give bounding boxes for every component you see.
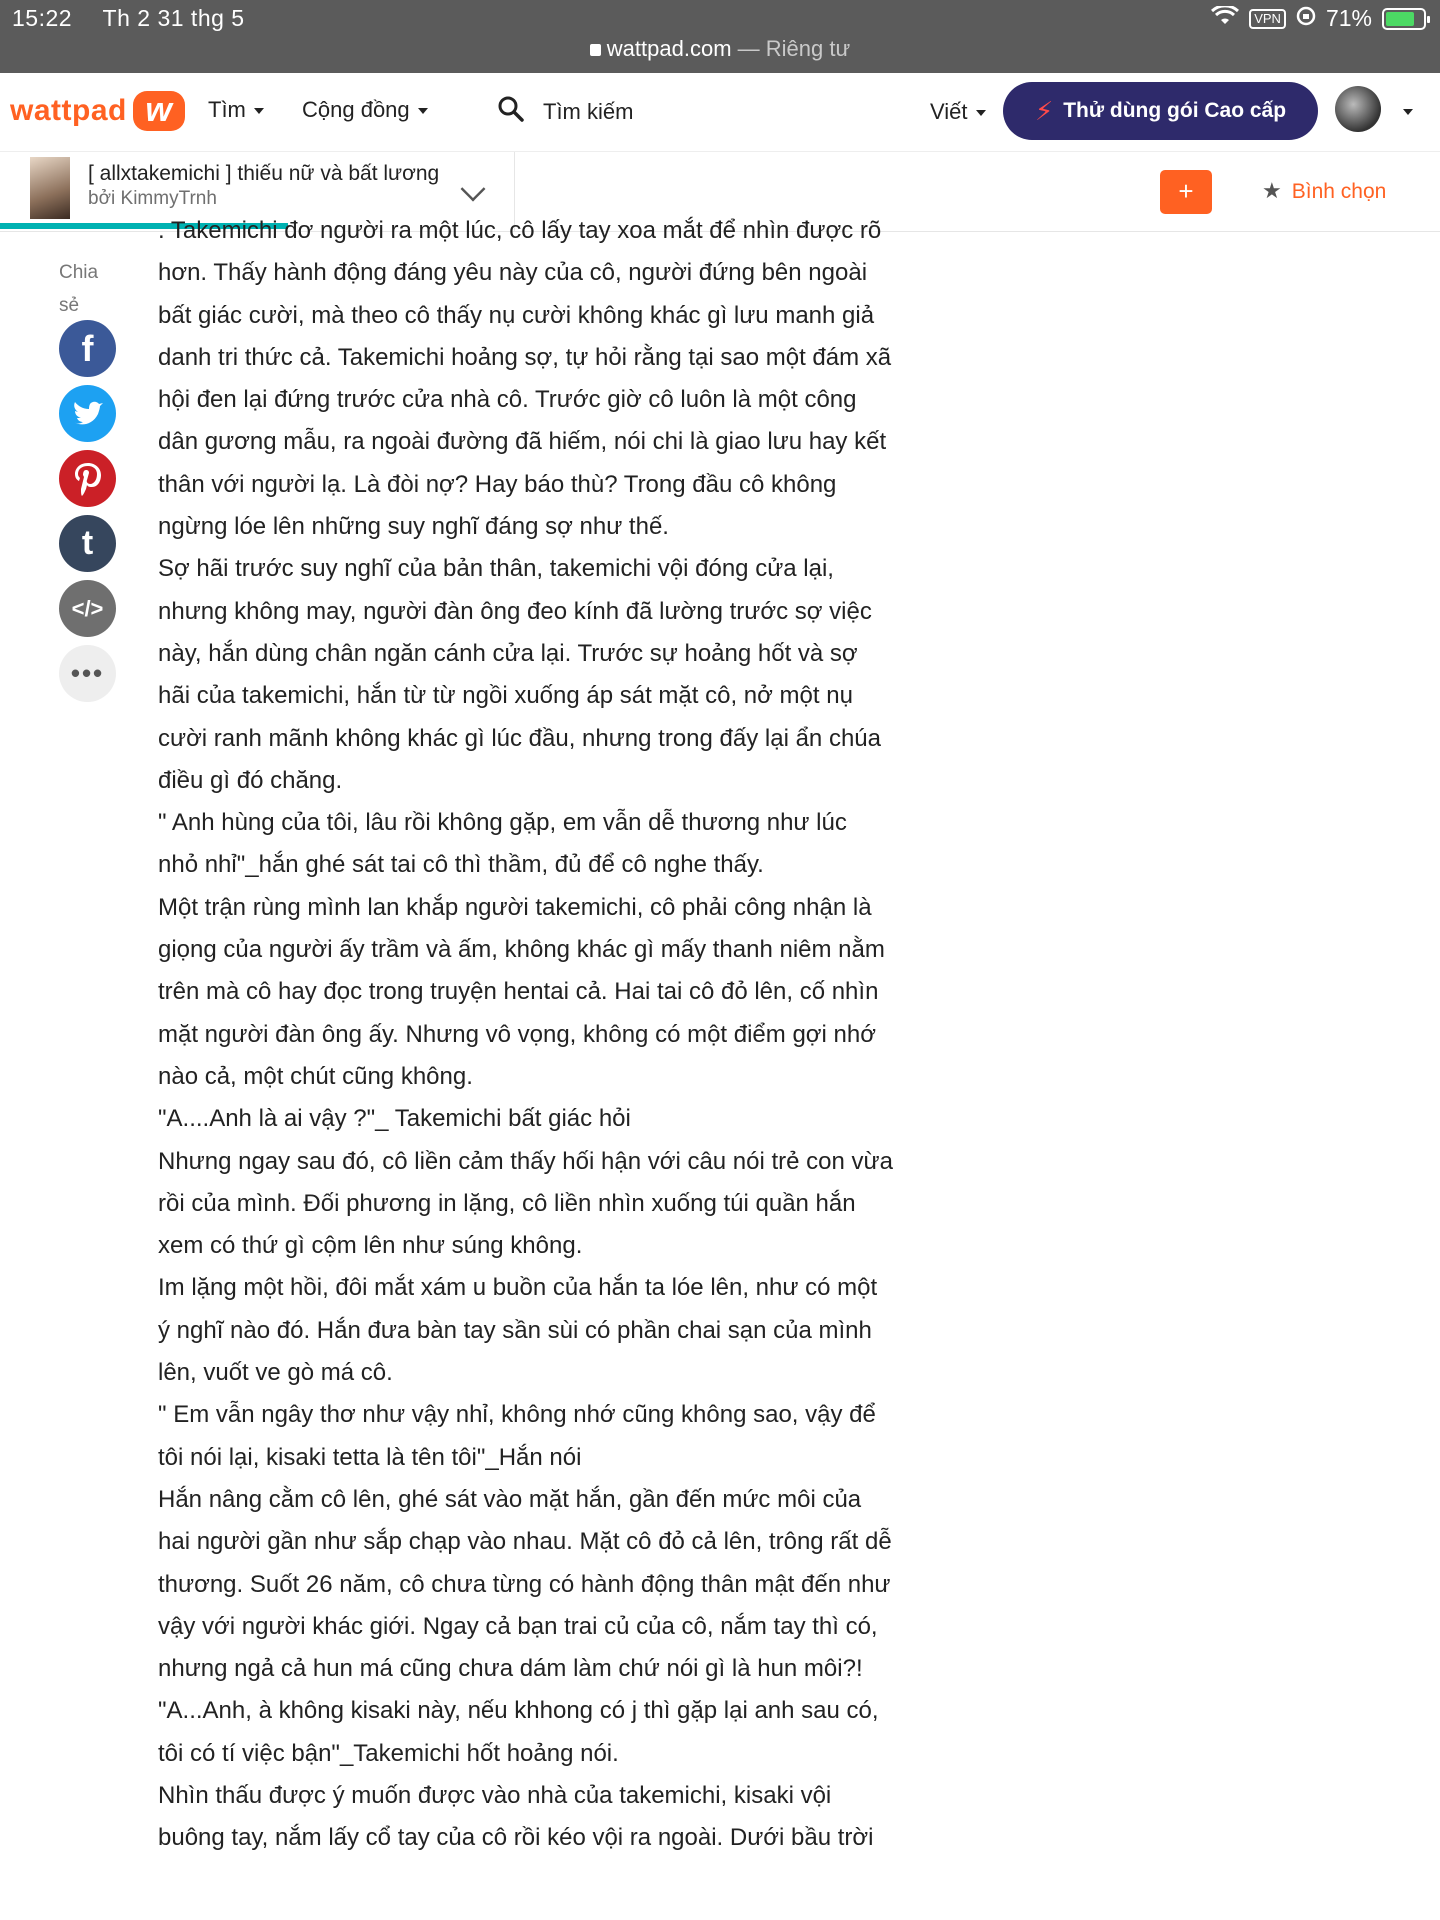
nav-community[interactable] <box>302 97 428 123</box>
vpn-badge: VPN <box>1249 9 1286 29</box>
logo-mark: w <box>133 91 185 131</box>
battery-percent: 71% <box>1325 5 1372 31</box>
facebook-icon[interactable]: f <box>59 320 116 377</box>
story-author[interactable]: bởi KimmyTrnh <box>88 188 217 209</box>
more-icon[interactable]: ••• <box>59 645 116 702</box>
story-paragraph: " Em vẫn ngây thơ như vậy nhỉ, không nhớ cũng không sao, vậy để tôi nói lại, kisaki tetta là tên tôi"_Hắn nói <box>158 1401 876 1471</box>
story-text <box>158 210 893 1920</box>
story-paragraph: Sợ hãi trước suy nghĩ của bản thân, takemichi vội đóng cửa lại, nhưng không may, người đàn ông đeo kính đã lường trước sợ việc này, hắn dùng chân ngăn cánh cửa lại. Trước sự hoảng hốt và sợ hãi của takemichi, hắn từ từ ngồi xuống áp sát mặt cô, nở một nụ cười ranh mãnh không khác gì lúc đầu, nhưng trong đấy lại ẩn chúa điều gì đó chăng. <box>158 555 881 794</box>
embed-icon[interactable]: </> <box>59 580 116 637</box>
search-icon[interactable] <box>497 95 525 123</box>
wifi-icon <box>1211 5 1239 32</box>
write-menu[interactable] <box>930 99 986 125</box>
story-paragraph: Một trận rùng mình lan khắp người takemichi, cô phải công nhận là giọng của người ấy trầm và ấm, không khác gì mấy thanh niêm nằm trên mà cô hay đọc trong truyện hentai cả. Hai tai cô đỏ lên, cố nhìn mặt người đàn ông ấy. Nhưng vô vọng, không có một điểm gợi nhớ nào cả, một chút cũng không. <box>158 893 885 1090</box>
chevron-down-icon[interactable] <box>1403 109 1413 115</box>
user-avatar[interactable] <box>1335 86 1381 132</box>
twitter-icon[interactable] <box>59 385 116 442</box>
try-premium-button[interactable] <box>1003 82 1318 140</box>
status-date: Th 2 31 thg 5 <box>102 5 245 31</box>
chevron-down-icon <box>254 108 264 114</box>
write-label: Viết <box>930 99 968 124</box>
star-icon: ★ <box>1262 178 1282 203</box>
status-time: 15:22 <box>12 5 73 31</box>
story-title[interactable]: [ allxtakemichi ] thiếu nữ và bất lương <box>88 162 440 185</box>
share-label: Chia sẻ <box>59 262 99 316</box>
story-paragraph: Nhìn thấu được ý muốn được vào nhà của takemichi, kisaki vội buông tay, nắm lấy cổ tay của cô rồi kéo vội ra ngoài. Dưới bầu trời <box>158 1781 874 1852</box>
story-paragraph: Nhưng ngay sau đó, cô liền cảm thấy hối hận với câu nói trẻ con vừa rồi của mình. Đối phương in lặng, cô liền nhìn xuống túi quần hắn xem có thứ gì cộm lên như súng không. <box>158 1147 893 1260</box>
battery-icon <box>1382 8 1426 30</box>
url-domain: wattpad.com <box>606 36 732 61</box>
story-paragraph: "A....Anh là ai vậy ?"_ Takemichi bất giác hỏi <box>158 1105 631 1133</box>
nav-browse[interactable] <box>208 97 264 123</box>
chevron-down-icon <box>976 110 986 116</box>
pinterest-icon[interactable] <box>59 450 116 507</box>
browser-status-bar <box>0 0 1440 73</box>
vote-button[interactable] <box>1262 178 1386 204</box>
nav-browse-label: Tìm <box>208 97 246 122</box>
status-left <box>12 5 269 32</box>
status-right <box>1211 5 1426 32</box>
story-paragraph: . Takemichi đơ người ra một lúc, cô lấy tay xoa mắt để nhìn được rõ hơn. Thấy hành động đáng yêu này của cô, người đứng bên ngoài bất giác cười, mà theo cô thấy nụ cười không khác gì lưu manh giả danh tri thức cả. Takemichi hoảng sợ, tự hỏi rằng tại sao một đám xã hội đen lại đứng trước cửa nhà cô. Trước giờ cô luôn là một công dân gương mẫu, ra ngoài đường đã hiếm, nói chi là giao lưu hay kết thân với người lạ. Là đòi nợ? Hay báo thù? Trong đầu cô không ngừng lóe lên những suy nghĩ đáng sợ như thế. <box>158 217 892 541</box>
lightning-icon: ⚡ <box>1034 95 1054 126</box>
chevron-down-icon <box>418 108 428 114</box>
tumblr-icon[interactable]: t <box>59 515 116 572</box>
premium-label: Thử dùng gói Cao cấp <box>1063 99 1287 122</box>
site-header <box>0 73 1440 152</box>
story-paragraph: " Anh hùng của tôi, lâu rồi không gặp, em vẫn dễ thương như lúc nhỏ nhỉ"_hắn ghé sát tai cô thì thầm, đủ để cô nghe thấy. <box>158 809 847 879</box>
private-mode-label: — Riêng tư <box>731 36 851 61</box>
lock-icon <box>590 44 601 56</box>
story-paragraph: Hắn nâng cằm cô lên, ghé sát vào mặt hắn, gần đến mức môi của hai người gần như sắp chạp vào nhau. Mặt cô đỏ cả lên, trông rất dễ thương. Suốt 26 năm, cô chưa từng có hành động thân mật đến như vậy với người khác giới. Ngay cả bạn trai củ của cô, nắm tay thì có, nhưng ngả cả hun má cũng chưa dám làm chứ nói gì là hun môi?! <box>158 1485 892 1683</box>
vote-label: Bình chọn <box>1291 180 1387 203</box>
story-paragraph: Im lặng một hồi, đôi mắt xám u buồn của hắn ta lóe lên, như có một ý nghĩ nào đó. Hắn đưa bàn tay sần sùi có phần chai sạn của mình lên, vuốt ve gò má cô. <box>158 1274 878 1387</box>
chevron-down-icon[interactable] <box>461 177 486 202</box>
story-cover[interactable] <box>30 157 70 219</box>
orientation-lock-icon <box>1296 5 1316 32</box>
search-input[interactable]: Tìm kiếm <box>543 99 634 124</box>
story-paragraph: "A...Anh, à không kisaki này, nếu khhong có j thì gặp lại anh sau có, tôi có tí việc bận"_Takemichi hốt hoảng nói. <box>158 1697 879 1767</box>
add-to-library-button[interactable]: + <box>1160 170 1212 214</box>
nav-community-label: Cộng đồng <box>302 97 410 122</box>
wattpad-logo[interactable] <box>10 91 185 131</box>
url-bar[interactable] <box>0 36 1440 62</box>
logo-text: wattpad <box>10 94 127 127</box>
